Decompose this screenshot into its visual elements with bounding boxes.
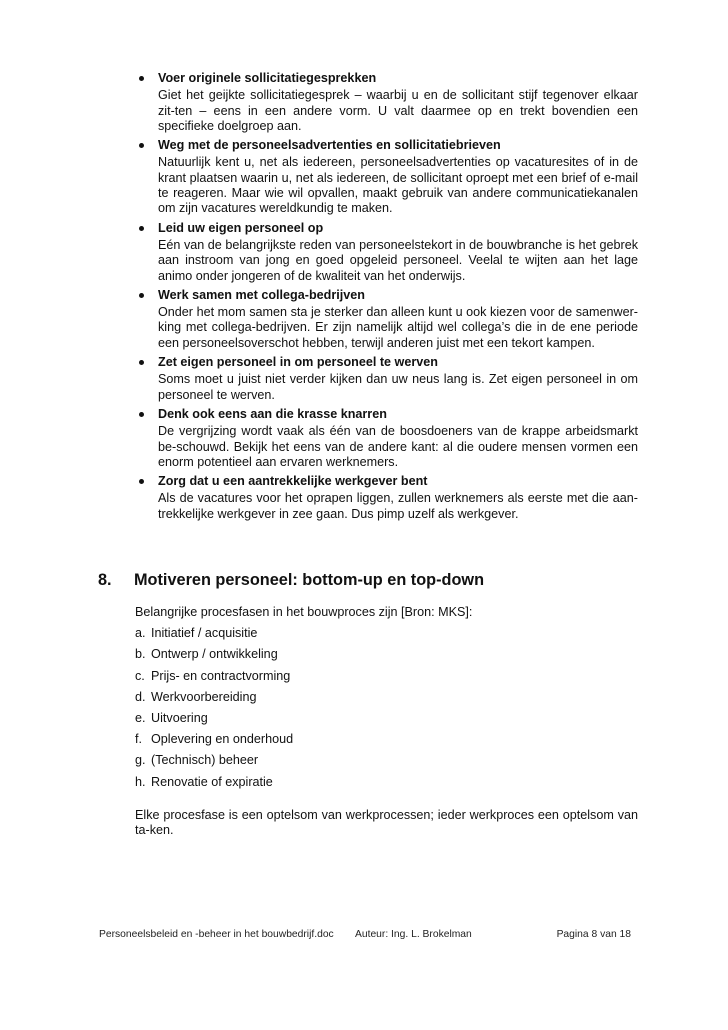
bullet-item	[0, 355, 728, 403]
bullet-title: Zorg dat u een aantrekkelijke werkgever bent	[158, 474, 428, 489]
bullet-item	[0, 407, 728, 470]
section-outro: Elke procesfase is een optelsom van werkprocessen; ieder werkproces een optelsom van ta-ken.	[135, 807, 638, 838]
footer-author: Auteur: Ing. L. Brokelman	[355, 929, 472, 940]
phase-item	[135, 753, 658, 774]
page-footer	[99, 928, 631, 942]
phase-text: Initiatief / acquisitie	[151, 626, 258, 641]
section-title: Motiveren personeel: bottom-up en top-down	[134, 571, 485, 589]
phase-letter: e.	[135, 711, 146, 726]
bullet-item	[0, 71, 728, 134]
phase-text: Prijs- en contractvorming	[151, 668, 291, 683]
bullet-title: Zet eigen personeel in om personeel te werven	[158, 355, 438, 370]
phase-letter: g.	[135, 753, 146, 768]
bullet-title: Voer originele sollicitatiegesprekken	[158, 71, 377, 85]
phase-letter: c.	[135, 668, 145, 683]
bullet-dot	[139, 226, 144, 231]
process-phase-list	[135, 626, 658, 796]
bullet-dot	[139, 479, 144, 484]
bullet-body: Onder het mom samen sta je sterker dan alleen kunt u ook kiezen voor de samenwer-king met collega-bedrijven. Er zijn namelijk altijd wel collega’s die in de ene periode een personeelsoverschot hebben, terwijl anderen juist met een tekort kampen.	[158, 305, 638, 350]
section-heading	[98, 569, 658, 591]
bullet-body: De vergrijzing wordt vaak als één van de boosdoeners van de krappe arbeidsmarkt be-schouwd. Bekijk het eens van de andere kant: al die oudere mensen vormen een enorm potentieel aan ervaren werknemers.	[158, 424, 638, 469]
phase-item	[135, 647, 658, 668]
bullet-body: Soms moet u juist niet verder kijken dan uw neus lang is. Zet eigen personeel in om personeel te werven.	[158, 372, 638, 402]
bullet-body: Natuurlijk kent u, net als iedereen, personeelsadvertenties op vacaturesites of in de krant plaatsen waarin u, net als iedereen, de sollicitant oproept met een brief of e-mail te reageren. Maar wie wil opvallen, maakt gebruik van andere communicatiekanalen om zijn vacatures wereldkundig te maken.	[158, 155, 638, 216]
phase-letter: b.	[135, 647, 146, 662]
section-intro: Belangrijke procesfasen in het bouwproces zijn [Bron: MKS]:	[135, 605, 473, 619]
bullet-title: Werk samen met collega-bedrijven	[158, 287, 365, 302]
bullet-body: Eén van de belangrijkste reden van personeelstekort in de bouwbranche is het gebrek aan instroom van jong en goed opgeleid personeel. Veelal te wijten aan het lage animo onder jongeren of de kwaliteit van het onderwijs.	[158, 237, 638, 283]
bullet-title: Leid uw eigen personeel op	[158, 220, 324, 235]
bullet-title: Denk ook eens aan die krasse knarren	[158, 406, 387, 421]
phase-text: Werkvoorbereiding	[151, 689, 257, 704]
bullet-dot	[139, 143, 144, 148]
bullet-item	[0, 221, 728, 284]
phase-text: Renovatie of expiratie	[151, 774, 273, 789]
tips-bullet-list	[0, 71, 728, 526]
phase-item	[135, 775, 658, 796]
phase-item	[135, 690, 658, 711]
bullet-body: Als de vacatures voor het oprapen liggen, zullen werknemers als eerste met die aan-trekkelijke werkgever in zee gaan. Dus pimp uzelf als werkgever.	[158, 491, 638, 521]
phase-item	[135, 626, 658, 647]
bullet-item	[0, 474, 728, 522]
phase-item	[135, 732, 658, 753]
footer-document-name: Personeelsbeleid en -beheer in het bouwbedrijf.doc	[99, 929, 334, 940]
section-8	[98, 569, 658, 838]
phase-item	[135, 711, 658, 732]
footer-page-number: Pagina 8 van 18	[556, 929, 631, 940]
phase-text: (Technisch) beheer	[151, 753, 259, 768]
phase-letter: d.	[135, 689, 146, 704]
bullet-item	[0, 288, 728, 351]
phase-text: Oplevering en onderhoud	[151, 732, 294, 747]
bullet-dot	[139, 293, 144, 298]
bullet-item	[0, 138, 728, 216]
bullet-dot	[139, 360, 144, 365]
bullet-dot	[139, 76, 144, 81]
phase-letter: a.	[135, 626, 146, 641]
bullet-dot	[139, 412, 144, 417]
phase-text: Uitvoering	[151, 711, 208, 726]
phase-letter: f.	[135, 732, 142, 747]
phase-letter: h.	[135, 774, 146, 789]
phase-text: Ontwerp / ontwikkeling	[151, 647, 278, 662]
bullet-body: Giet het geijkte sollicitatiegesprek – waarbij u en de sollicitant stijf tegenover elkaar zit-ten – eens in een andere vorm. U valt daarmee op en trekt bovendien een specifieke doelgroep aan.	[158, 88, 638, 133]
section-number: 8.	[98, 571, 112, 589]
bullet-title: Weg met de personeelsadvertenties en sollicitatiebrieven	[158, 138, 501, 153]
phase-item	[135, 669, 658, 690]
